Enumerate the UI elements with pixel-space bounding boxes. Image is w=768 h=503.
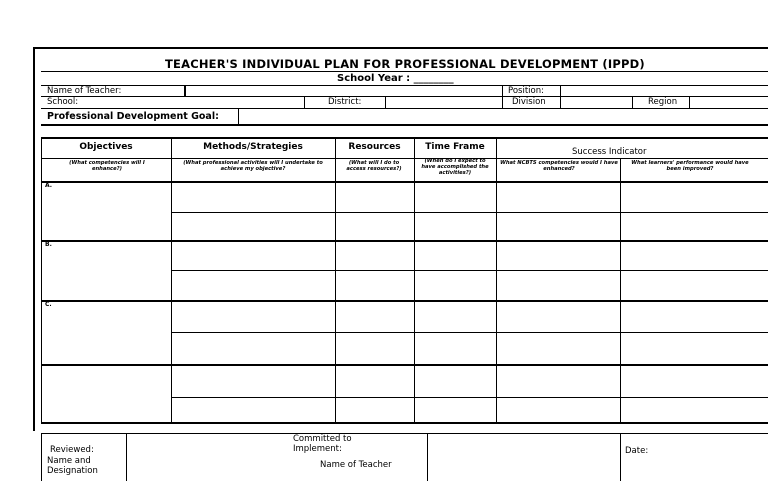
footer-name-of-teacher-label: Name of Teacher (320, 460, 392, 470)
row-label-b: B. (45, 241, 52, 248)
footer-divider-1 (126, 433, 127, 481)
column-line-1 (41, 137, 42, 423)
position-label: Position: (508, 86, 544, 96)
name-field-divider (184, 85, 186, 96)
note-methods: (What professional activities will I undertake to achieve my objective? (183, 160, 323, 172)
division-field-divider (632, 96, 633, 108)
header-divider (41, 158, 768, 159)
district-field-divider (385, 96, 386, 108)
date-label: Date: (625, 446, 649, 456)
table-bottom-border (41, 422, 768, 424)
school-label: School: (47, 97, 79, 107)
row-line-d-mid (171, 397, 768, 398)
row-line-b-mid (171, 270, 768, 271)
footer-divider-3 (620, 433, 621, 481)
header-resources: Resources (348, 142, 401, 152)
footer-divider-2 (427, 433, 428, 481)
table-top-border (41, 137, 768, 139)
column-line-3 (335, 137, 336, 423)
note-learners: What learners' performance would have been improved? (631, 160, 749, 172)
school-year-label: School Year : ________ (337, 73, 454, 84)
info-row-top (41, 85, 768, 86)
goal-field-divider (238, 108, 239, 124)
row-line-a-mid (171, 212, 768, 213)
title-divider (41, 71, 768, 72)
header-success-indicator: Success Indicator (572, 147, 647, 157)
column-line-6 (620, 158, 621, 423)
form-top-border (33, 47, 768, 49)
column-line-4 (414, 137, 415, 423)
column-line-5 (496, 137, 497, 423)
division-label: Division (512, 97, 546, 107)
note-ncbts: What NCBTS competencies would I have enhanced? (500, 160, 618, 172)
reviewed-label: Reviewed: (50, 445, 94, 455)
committed-to-implement-label: Committed to Implement: (293, 434, 352, 454)
name-of-teacher-label: Name of Teacher: (47, 86, 122, 96)
note-objectives: (What competencies will I enhance?) (69, 160, 145, 172)
row-line-b-top (41, 240, 768, 242)
footer-top-border (41, 433, 768, 434)
row-line-a-top (41, 181, 768, 183)
note-time-frame: (When do I expect to have accomplished the activities?) (421, 158, 489, 176)
form-left-border (33, 47, 35, 431)
goal-row-bottom (41, 124, 768, 126)
header-time-frame: Time Frame (425, 142, 485, 152)
row-line-c-mid (171, 332, 768, 333)
column-line-2 (171, 137, 172, 423)
form-title: TEACHER'S INDIVIDUAL PLAN FOR PROFESSIONAL DEVELOPMENT (IPPD) (165, 57, 645, 71)
row-label-a: A. (45, 182, 53, 189)
info-row-bottom (41, 108, 768, 109)
footer-left-border (41, 433, 42, 481)
region-label: Region (648, 97, 678, 107)
region-field-divider (689, 96, 690, 108)
header-objectives: Objectives (79, 142, 133, 152)
school-field-divider (304, 96, 305, 108)
row-line-d-top (41, 364, 768, 366)
row-line-c-top (41, 300, 768, 302)
note-resources: (What will I do to access resources?) (346, 160, 402, 172)
district-label: District: (328, 97, 362, 107)
professional-development-goal-label: Professional Development Goal: (47, 111, 219, 122)
header-methods: Methods/Strategies (203, 142, 303, 152)
row-label-c: C. (45, 301, 52, 308)
name-and-designation-label: Name and Designation (47, 456, 98, 476)
